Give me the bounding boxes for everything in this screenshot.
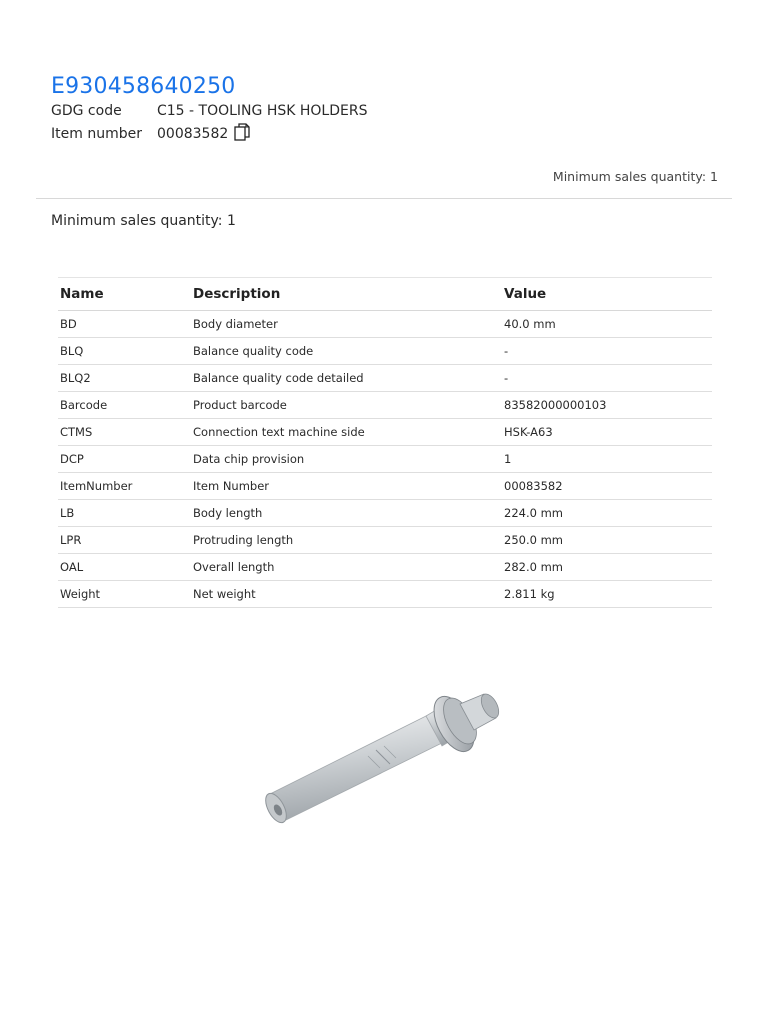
table-row [58,554,712,581]
cell-value: - [502,365,712,392]
header-name: Name [58,278,191,311]
cell-description: Overall length [191,554,502,581]
cell-description: Item Number [191,473,502,500]
cell-description: Connection text machine side [191,419,502,446]
cell-value: 1 [502,446,712,473]
cell-name: Barcode [58,392,191,419]
cell-description: Balance quality code detailed [191,365,502,392]
cell-name: LB [58,500,191,527]
copy-icon[interactable] [234,123,250,145]
cell-value: 2.811 kg [502,581,712,608]
table-row [58,446,712,473]
cell-value: - [502,338,712,365]
cell-description: Net weight [191,581,502,608]
cell-value: 83582000000103 [502,392,712,419]
table-row [58,419,712,446]
gdg-code-row [51,103,367,119]
cell-value: 40.0 mm [502,311,712,338]
section-divider [36,198,732,199]
cell-value: 282.0 mm [502,554,712,581]
cell-description: Product barcode [191,392,502,419]
cell-value: 00083582 [502,473,712,500]
gdg-code-value: C15 - TOOLING HSK HOLDERS [157,103,368,119]
cell-value: HSK-A63 [502,419,712,446]
gdg-code-label: GDG code [51,103,122,119]
cell-name: BD [58,311,191,338]
cell-name: ItemNumber [58,473,191,500]
table-row [58,365,712,392]
cell-description: Body diameter [191,311,502,338]
header-description: Description [191,278,502,311]
cell-description: Body length [191,500,502,527]
product-code-title: E930458640250 [51,74,236,99]
min-sales-quantity-left: Minimum sales quantity: 1 [51,213,236,229]
tool-holder-illustration [248,672,520,852]
cell-description: Data chip provision [191,446,502,473]
header-value: Value [502,278,712,311]
cell-name: BLQ2 [58,365,191,392]
cell-value: 224.0 mm [502,500,712,527]
product-image [248,672,520,852]
min-sales-quantity-right: Minimum sales quantity: 1 [552,169,718,184]
table-row [58,338,712,365]
cell-name: CTMS [58,419,191,446]
item-number-value: 00083582 [157,126,229,142]
item-number-row [51,123,250,145]
cell-value: 250.0 mm [502,527,712,554]
cell-name: LPR [58,527,191,554]
table-row [58,581,712,608]
item-number-label: Item number [51,126,142,142]
table-row [58,473,712,500]
cell-name: BLQ [58,338,191,365]
table-header-row [58,278,712,311]
table-row [58,527,712,554]
cell-name: DCP [58,446,191,473]
table-row [58,311,712,338]
cell-name: OAL [58,554,191,581]
cell-description: Balance quality code [191,338,502,365]
table-row [58,392,712,419]
table-row [58,500,712,527]
spec-table [58,277,712,608]
cell-description: Protruding length [191,527,502,554]
cell-name: Weight [58,581,191,608]
